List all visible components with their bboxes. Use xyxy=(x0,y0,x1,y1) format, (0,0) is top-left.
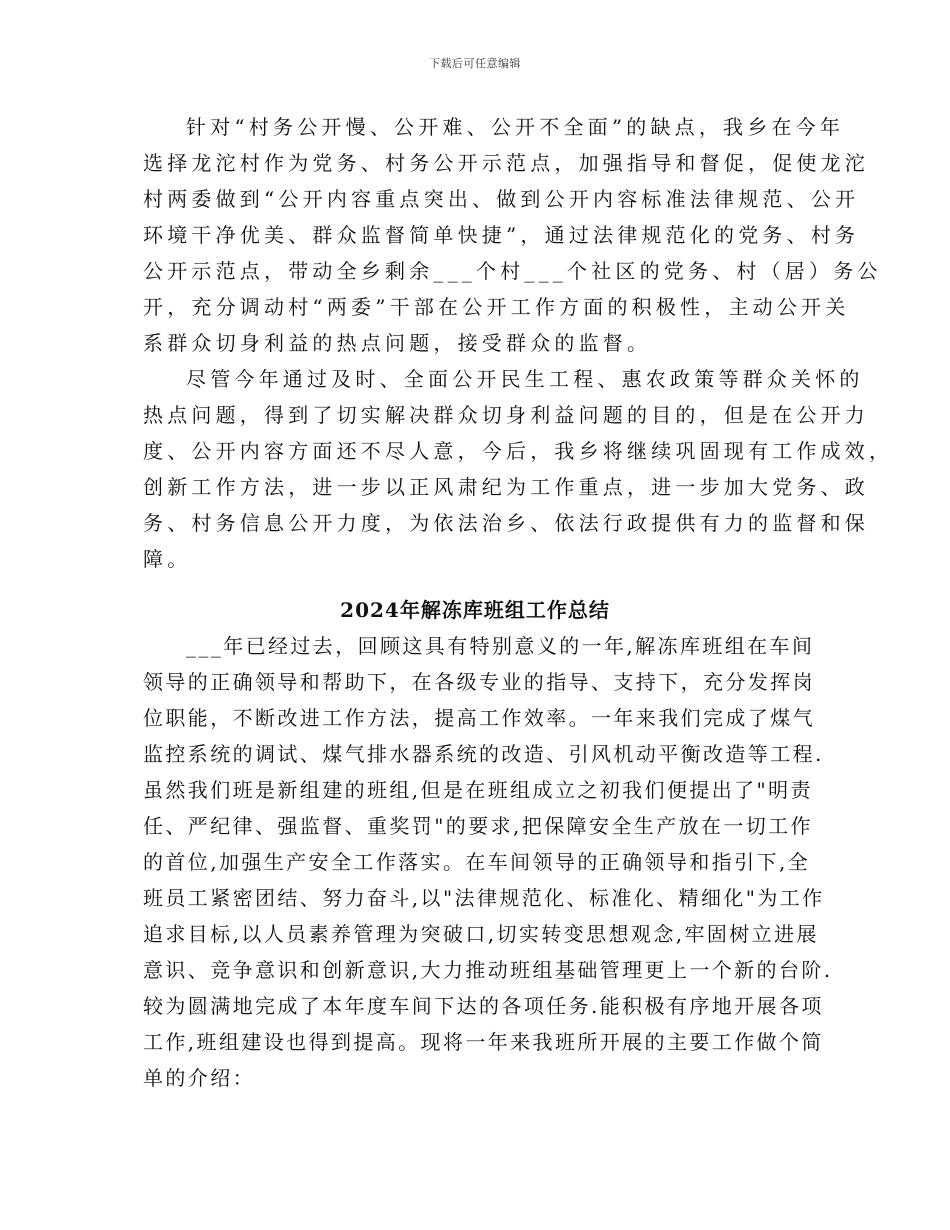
page-header: 下载后可任意编辑 xyxy=(429,57,521,70)
paragraph-line: ___年已经过去，回顾这具有特别意义的一年,解冻库班组在车间 xyxy=(186,634,815,658)
paragraph-line: 开，充分调动村“两委”干部在公开工作方面的积极性，主动公开关 xyxy=(143,295,850,319)
paragraph-line: 选择龙沱村作为党务、村务公开示范点，加强指导和督促，促使龙沱 xyxy=(143,151,869,175)
paragraph-line: 较为圆满地完成了本年度车间下达的各项任务.能积极有序地开展各项 xyxy=(143,994,824,1018)
paragraph-line: 障。 xyxy=(143,547,192,571)
paragraph-line: 环境干净优美、群众监督简单快捷”，通过法律规范化的党务、村务 xyxy=(143,223,860,247)
paragraph-line: 班员工紧密团结、努力奋斗,以"法律规范化、标准化、精细化"为工作 xyxy=(143,886,825,910)
paragraph-line: 村两委做到“公开内容重点突出、做到公开内容标准法律规范、公开 xyxy=(143,187,860,211)
paragraph-line: 系群众切身利益的热点问题，接受群众的监督。 xyxy=(143,331,652,355)
paragraph-line: 虽然我们班是新组建的班组,但是在班组成立之初我们便提出了"明责 xyxy=(143,778,813,802)
paragraph-line: 度、公开内容方面还不尽人意，今后，我乡将继续巩固现有工作成效， xyxy=(143,439,894,463)
paragraph-line: 创新工作方法，进一步以正风肃纪为工作重点，进一步加大党务、政 xyxy=(143,475,869,499)
document-title: 2024年解冻库班组工作总结 xyxy=(340,598,610,622)
paragraph-line: 的首位,加强生产安全工作落实。在车间领导的正确领导和指引下,全 xyxy=(143,850,811,874)
paragraph-line: 意识、竞争意识和创新意识,大力推动班组基础管理更上一个新的台阶. xyxy=(143,958,833,982)
paragraph-line: 工作,班组建设也得到提高。现将一年来我班所开展的主要工作做个简 xyxy=(143,1030,824,1054)
paragraph-line: 领导的正确领导和帮助下，在各级专业的指导、支持下，充分发挥岗 xyxy=(143,670,815,694)
paragraph-line: 追求目标,以人员素养管理为突破口,切实转变思想观念,牢固树立进展 xyxy=(143,922,819,946)
paragraph-line: 尽管今年通过及时、全面公开民生工程、惠农政策等群众关怀的 xyxy=(186,367,864,391)
paragraph-line: 单的介绍： xyxy=(143,1066,255,1090)
paragraph-line: 位职能，不断改进工作方法，提高工作效率。一年来我们完成了煤气 xyxy=(143,706,815,730)
paragraph-line: 监控系统的调试、煤气排水器系统的改造、引风机动平衡改造等工程. xyxy=(143,742,824,766)
paragraph-line: 公开示范点，带动全乡剩余___个村___个社区的党务、村（居）务公 xyxy=(143,259,882,283)
paragraph-line: 任、严纪律、强监督、重奖罚"的要求,把保障安全生产放在一切工作 xyxy=(143,814,813,838)
paragraph-line: 务、村务信息公开力度，为依法治乡、依法行政提供有力的监督和保 xyxy=(143,511,869,535)
paragraph-line: 针对“村务公开慢、公开难、公开不全面”的缺点，我乡在今年 xyxy=(186,115,845,139)
paragraph-line: 热点问题，得到了切实解决群众切身利益问题的目的，但是在公开力 xyxy=(143,403,869,427)
